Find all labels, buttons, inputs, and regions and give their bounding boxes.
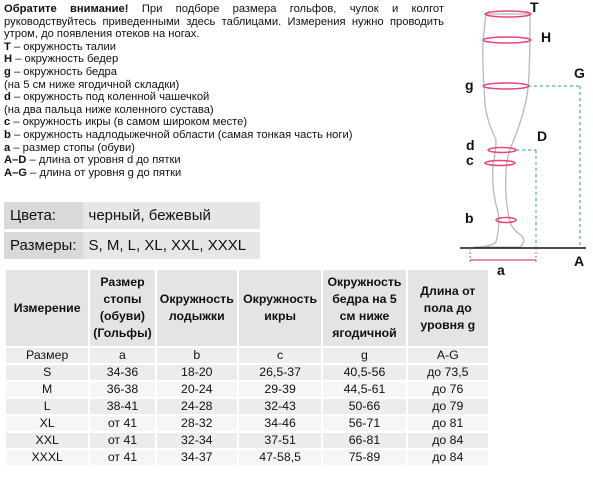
table-cell: 75-89 bbox=[323, 450, 405, 465]
table-cell: M bbox=[6, 382, 88, 397]
letter-cell: Размер bbox=[6, 348, 88, 363]
table-cell: XXXL bbox=[6, 450, 88, 465]
label-g: g bbox=[465, 77, 474, 93]
legend-line bbox=[4, 129, 444, 142]
legend-text: – длина от уровня g до пятки bbox=[27, 166, 182, 179]
table-cell: 66-81 bbox=[323, 433, 405, 448]
table-cell: до 76 bbox=[408, 382, 488, 397]
measurement-legend bbox=[4, 41, 444, 180]
legend-text: (на 5 см ниже ягодичной складки) bbox=[4, 78, 180, 91]
legend-line bbox=[4, 104, 444, 117]
table-cell: 32-34 bbox=[157, 433, 237, 448]
notice-bold: Обратите внимание! bbox=[4, 3, 129, 15]
table-row bbox=[6, 416, 488, 431]
table-row bbox=[6, 399, 488, 414]
legend-key: b bbox=[4, 128, 11, 141]
table-cell: до 84 bbox=[408, 433, 488, 448]
legend-line bbox=[4, 91, 444, 104]
notice-text: При подборе размера гольфов, чулок и колгот руководствуйтесь приведенными здесь таблицами. Измерения нужно проводить утром, до появления отеков на ногах. bbox=[4, 3, 444, 41]
legend-text: (на два пальца ниже коленного сустава) bbox=[4, 103, 214, 116]
sizes-row bbox=[4, 229, 260, 259]
label-D: D bbox=[537, 128, 548, 144]
letter-cell: b bbox=[157, 348, 237, 363]
table-cell: 34-46 bbox=[239, 416, 321, 431]
table-cell: 36-38 bbox=[90, 382, 154, 397]
table-cell: 56-71 bbox=[323, 416, 405, 431]
product-info bbox=[4, 202, 260, 259]
legend-key: g bbox=[4, 65, 11, 78]
size-table-body bbox=[6, 348, 488, 465]
legend-key: a bbox=[4, 141, 11, 154]
table-cell: 38-41 bbox=[90, 399, 154, 414]
legend-text: – окружность бедер bbox=[12, 53, 119, 66]
table-cell: до 81 bbox=[408, 416, 488, 431]
legend-text: – длина от уровня d до пятки bbox=[26, 154, 181, 167]
legend-text: – окружность под коленной чашечкой bbox=[10, 91, 210, 104]
table-cell: до 79 bbox=[408, 399, 488, 414]
legend-line bbox=[4, 41, 444, 54]
table-cell: 50-66 bbox=[323, 399, 405, 414]
table-row bbox=[6, 450, 488, 465]
table-cell: 32-43 bbox=[239, 399, 321, 414]
legend-line bbox=[4, 79, 444, 92]
letter-cell: c bbox=[239, 348, 321, 363]
column-header: Длина от пола до уровня g bbox=[408, 270, 488, 346]
legend-text: – окружность бедра bbox=[10, 65, 117, 78]
legend-key: T bbox=[4, 40, 11, 53]
column-header: Окружность бедра на 5 см ниже ягодичной bbox=[323, 270, 405, 346]
leg-outline bbox=[474, 14, 530, 247]
table-cell: до 84 bbox=[408, 450, 488, 465]
column-header: Окружность лодыжки bbox=[157, 270, 237, 346]
calf-ring bbox=[485, 161, 515, 166]
intro-notes bbox=[4, 3, 444, 179]
table-cell: L bbox=[6, 399, 88, 414]
colors-row bbox=[4, 202, 260, 229]
table-row bbox=[6, 433, 488, 448]
label-c: c bbox=[466, 152, 474, 168]
legend-line bbox=[4, 167, 444, 180]
legend-text: – окружность надлодыжечной области (самая тонкая часть ноги) bbox=[10, 128, 353, 141]
column-header: Измерение bbox=[6, 270, 88, 346]
table-cell: до 73,5 bbox=[408, 365, 488, 380]
legend-text: – окружность икры (в самом широком месте) bbox=[10, 116, 248, 129]
legend-line bbox=[4, 154, 444, 167]
label-G: G bbox=[574, 65, 585, 81]
letter-cell: A-G bbox=[408, 348, 488, 363]
table-cell: 47-58,5 bbox=[239, 450, 321, 465]
table-cell: 26,5-37 bbox=[239, 365, 321, 380]
label-a: a bbox=[497, 262, 505, 278]
notice-paragraph bbox=[4, 3, 444, 41]
hip-ring bbox=[483, 37, 531, 43]
column-header: Окружность икры bbox=[239, 270, 321, 346]
knee-ring bbox=[488, 148, 516, 153]
letter-row bbox=[6, 348, 488, 363]
table-cell: XL bbox=[6, 416, 88, 431]
letter-cell: g bbox=[323, 348, 405, 363]
legend-line bbox=[4, 66, 444, 79]
legend-line bbox=[4, 53, 444, 66]
table-cell: S bbox=[6, 365, 88, 380]
legend-line bbox=[4, 116, 444, 129]
legend-key: A–G bbox=[4, 166, 28, 179]
legend-key: c bbox=[4, 116, 11, 129]
label-b: b bbox=[465, 210, 474, 226]
table-cell: от 41 bbox=[90, 416, 154, 431]
legend-key: A–D bbox=[4, 154, 27, 167]
table-row bbox=[6, 365, 488, 380]
table-cell: 34-36 bbox=[90, 365, 154, 380]
size-table bbox=[4, 268, 490, 467]
label-T: T bbox=[530, 0, 539, 15]
table-cell: 40,5-56 bbox=[323, 365, 405, 380]
table-cell: от 41 bbox=[90, 433, 154, 448]
legend-key: d bbox=[4, 91, 11, 104]
column-header: Размер стопы (обуви) (Гольфы) bbox=[90, 270, 154, 346]
label-A: A bbox=[574, 253, 585, 269]
table-cell: 24-28 bbox=[157, 399, 237, 414]
label-d: d bbox=[466, 137, 475, 153]
table-cell: XXL bbox=[6, 433, 88, 448]
table-cell: 20-24 bbox=[157, 382, 237, 397]
legend-text: – размер стопы (обуви) bbox=[10, 141, 136, 154]
table-cell: 34-37 bbox=[157, 450, 237, 465]
size-table-header bbox=[6, 270, 488, 346]
table-row bbox=[6, 382, 488, 397]
table-cell: 28-32 bbox=[157, 416, 237, 431]
thigh-ring bbox=[483, 83, 529, 89]
legend-key: H bbox=[4, 53, 13, 66]
table-cell: 37-51 bbox=[239, 433, 321, 448]
label-H: H bbox=[541, 29, 552, 45]
measurement-rings bbox=[483, 11, 531, 223]
legend-line bbox=[4, 142, 444, 155]
letter-cell: a bbox=[90, 348, 154, 363]
table-cell: 18-20 bbox=[157, 365, 237, 380]
colors-label: Цвета: bbox=[4, 202, 83, 229]
leg-measurement-diagram bbox=[458, 0, 593, 290]
table-cell: 44,5-61 bbox=[323, 382, 405, 397]
table-cell: от 41 bbox=[90, 450, 154, 465]
colors-value: черный, бежевый bbox=[83, 202, 260, 229]
legend-text: – окружность талии bbox=[10, 40, 116, 53]
sizes-label: Размеры: bbox=[4, 229, 83, 259]
table-cell: 29-39 bbox=[239, 382, 321, 397]
sizes-value: S, M, L, XL, XXL, XXXL bbox=[83, 229, 260, 259]
